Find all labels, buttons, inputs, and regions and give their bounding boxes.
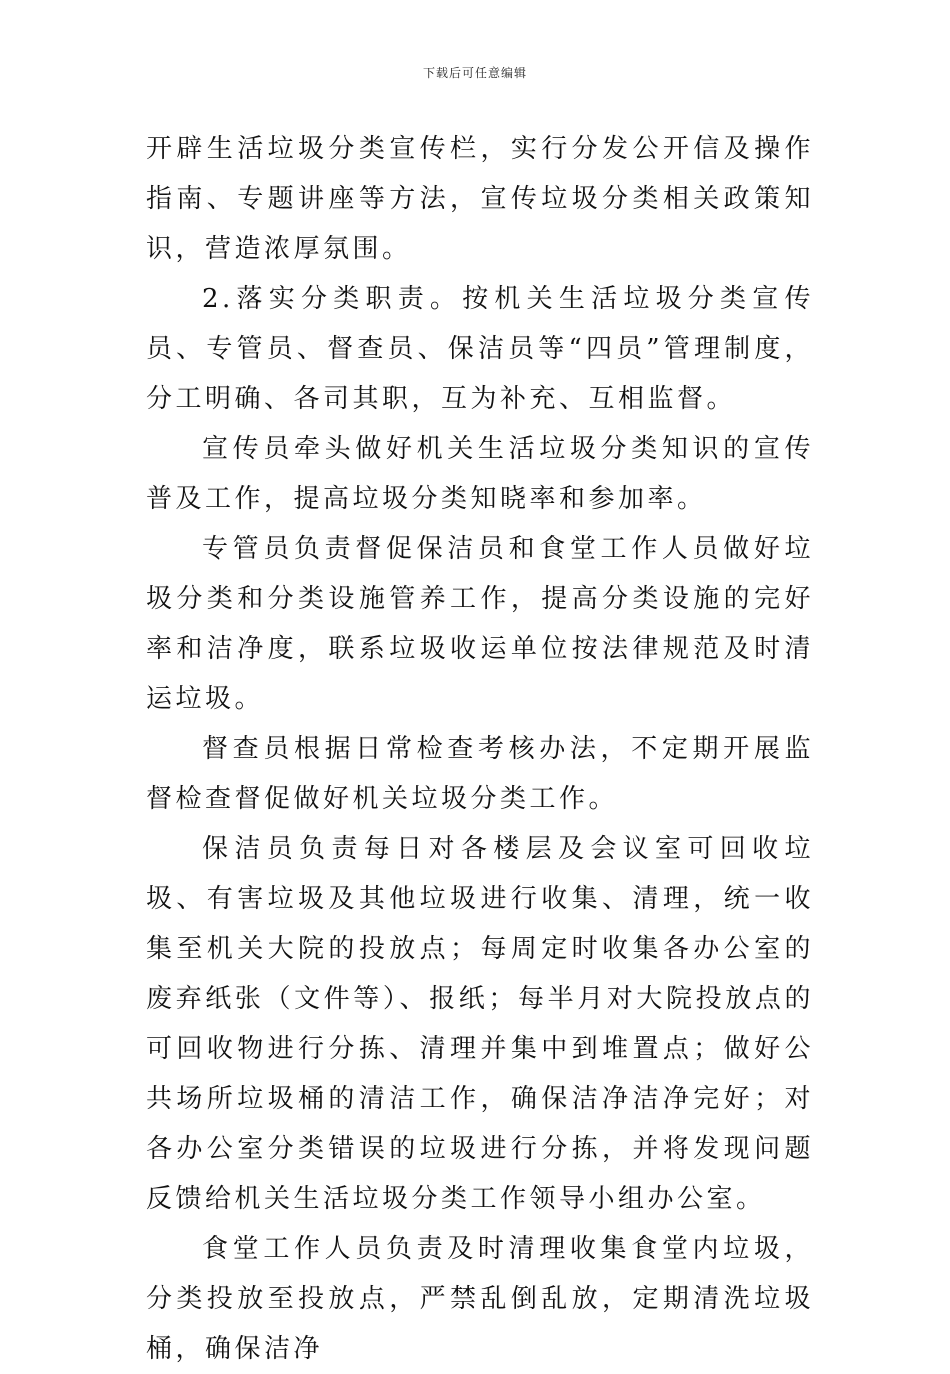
- paragraph-inspector: 督查员根据日常检查考核办法，不定期开展监督检查督促做好机关垃圾分类工作。: [146, 734, 814, 814]
- page-header: 下载后可任意编辑: [422, 66, 527, 80]
- paragraph-continuation: 开辟生活垃圾分类宣传栏，实行分发公开信及操作指南、专题讲座等方法，宣传垃圾分类相关政策知识，营造浓厚氛围。: [146, 134, 814, 264]
- paragraph-cleaner: 保洁员负责每日对各楼层及会议室可回收垃圾、有害垃圾及其他垃圾进行收集、清理，统一收集至机关大院的投放点；每周定时收集各办公室的废弃纸张（文件等）、报纸；每半月对大院投放点的可回收物进行分拣、清理并集中到堆置点；做好公共场所垃圾桶的清洁工作，确保洁净洁净完好；对各办公室分类错误的垃圾进行分拣，并将发现问题反馈给机关生活垃圾分类工作领导小组办公室。: [146, 834, 814, 1214]
- document-body: [146, 124, 814, 1374]
- paragraph-publicist: 宣传员牵头做好机关生活垃圾分类知识的宣传普及工作，提高垃圾分类知晓率和参加率。: [146, 434, 814, 514]
- paragraph-manager: 专管员负责督促保洁员和食堂工作人员做好垃圾分类和分类设施管养工作，提高分类设施的完好率和洁净度，联系垃圾收运单位按法律规范及时清运垃圾。: [146, 534, 814, 714]
- paragraph-duties-intro: 2.落实分类职责。按机关生活垃圾分类宣传员、专管员、督查员、保洁员等“四员”管理制度，分工明确、各司其职，互为补充、互相监督。: [146, 284, 814, 414]
- paragraph-canteen: 食堂工作人员负责及时清理收集食堂内垃圾，分类投放至投放点，严禁乱倒乱放，定期清洗垃圾桶，确保洁净: [146, 1234, 814, 1364]
